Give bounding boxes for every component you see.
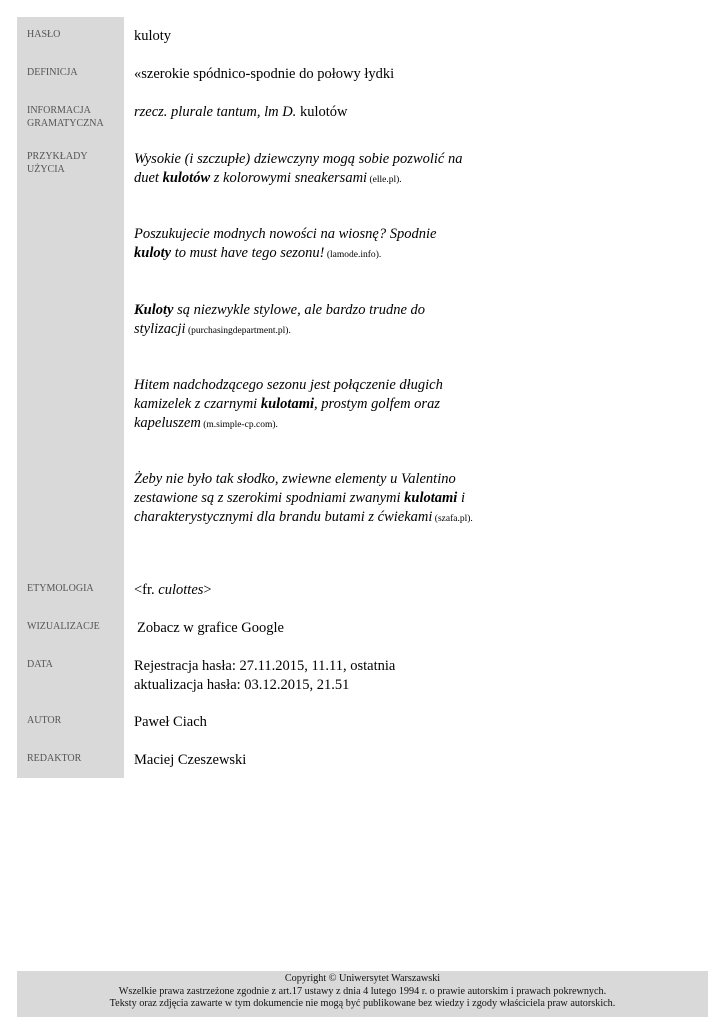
etymology-word: culottes xyxy=(158,582,204,598)
date-text: Rejestracja hasła: 27.11.2015, 11.11, ostatnia aktualizacja hasła: 03.12.2015, 21.51 xyxy=(134,658,396,693)
example-source: (elle.pl). xyxy=(367,175,402,185)
visualizations-label: WIZUALIZACJE xyxy=(27,621,100,632)
example-4: Hitem nadchodzącego sezonu jest połączenie długich kamizelek z czarnymi kulotami, prostym golfem oraz kapeluszem (m.simple-cp.com). xyxy=(134,377,443,431)
example-keyword: kulotami xyxy=(404,490,458,506)
grammar-form: kulotów xyxy=(296,104,348,120)
example-5: Żeby nie było tak słodko, zwiewne elementy u Valentino zestawione są z szerokimi spodniami zwanymi kulotami i charakterystycznymi dla brandu butami z ćwiekami (szafa.pl). xyxy=(134,471,473,525)
definition-text: «szerokie spódnico-spodnie do połowy łydki xyxy=(134,66,395,82)
example-source: (m.simple-cp.com). xyxy=(200,420,278,430)
example-keyword: kuloty xyxy=(134,245,172,261)
example-keyword: kulotów xyxy=(162,170,211,186)
author-name: Paweł Ciach xyxy=(134,714,207,730)
author-label: AUTOR xyxy=(27,715,62,726)
examples-label: PRZYKŁADY UŻYCIA xyxy=(27,151,88,175)
publication-notice-line: Teksty oraz zdjęcia zawarte w tym dokumencie nie mogą być publikowane bez wiedzy i zgody właściciela praw autorskich. xyxy=(109,998,616,1010)
example-source: (szafa.pl). xyxy=(432,514,473,524)
example-3: Kuloty są niezwykle stylowe, ale bardzo trudne do stylizacji (purchasingdepartment.pl). xyxy=(134,302,426,337)
headword-label: HASŁO xyxy=(27,29,61,40)
rights-line: Wszelkie prawa zastrzeżone zgodnie z art.17 ustawy z dnia 4 lutego 1994 r. o prawie autorskim i prawach pokrewnych. xyxy=(118,985,607,997)
example-source: (lamode.info). xyxy=(324,250,382,260)
grammar-info xyxy=(134,103,474,122)
copyright-footer xyxy=(17,971,708,1017)
copyright-line: Copyright © Uniwersytet Warszawski xyxy=(284,973,441,984)
example-keyword: kulotami xyxy=(260,396,315,412)
example-2: Poszukujecie modnych nowości na wiosnę? Spodnie kuloty to must have tego sezonu! (lamode.info). xyxy=(134,226,437,261)
etymology-label: ETYMOLOGIA xyxy=(27,583,94,594)
grammar-label: INFORMACJA GRAMATYCZNA xyxy=(27,105,104,129)
etymology-text: <fr. culottes> xyxy=(134,582,212,598)
example-1: Wysokie (i szczupłe) dziewczyny mogą sobie pozwolić na duet kulotów z kolorowymi sneakersami (elle.pl). xyxy=(134,151,463,186)
headword: kuloty xyxy=(134,28,172,44)
editor-label: REDAKTOR xyxy=(27,753,82,764)
date-label: DATA xyxy=(27,659,53,670)
example-keyword: Kuloty xyxy=(134,302,174,318)
google-images-link[interactable]: Zobacz w grafice Google xyxy=(137,620,284,636)
definition-label: DEFINICJA xyxy=(27,67,78,78)
example-source: (purchasingdepartment.pl). xyxy=(185,326,291,336)
grammar-category: rzecz. plurale tantum, lm D. xyxy=(134,104,297,120)
editor-name: Maciej Czeszewski xyxy=(134,752,247,768)
